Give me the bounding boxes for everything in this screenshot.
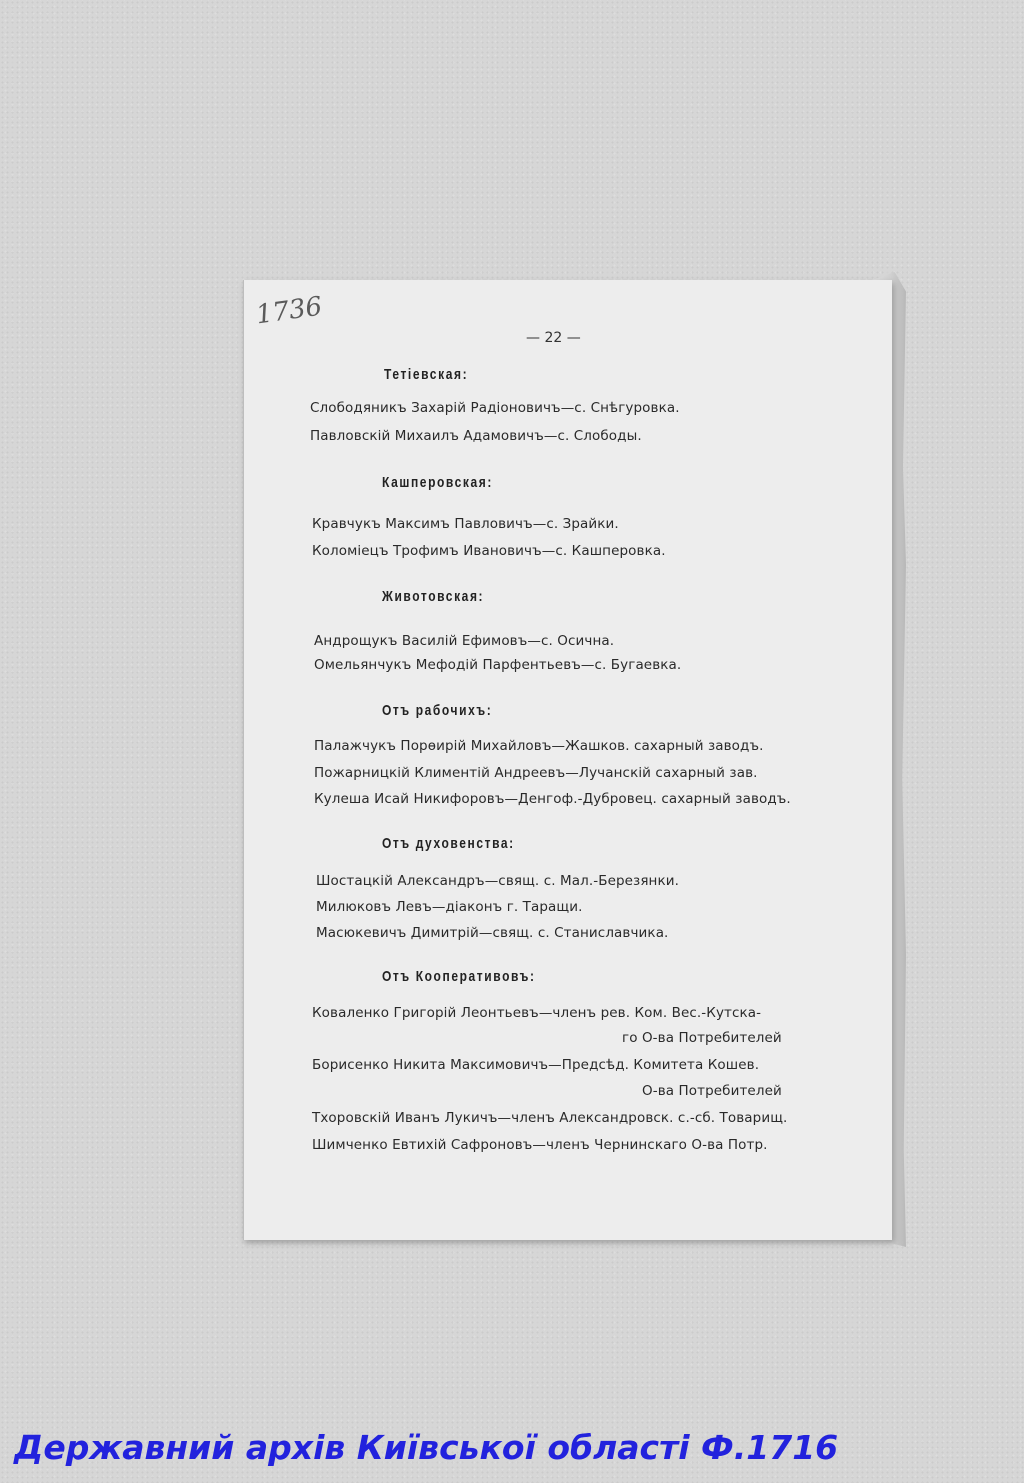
section-title-ot-rabochikh: Отъ рабочихъ: (382, 702, 493, 719)
entry-line: Тхоровскій Иванъ Лукичъ—членъ Александровск. с.-сб. Товарищ. (312, 1110, 788, 1126)
entry-line: Шимченко Евтихій Сафроновъ—членъ Чернинскаго О-ва Потр. (312, 1137, 768, 1153)
entry-line: Палажчукъ Порѳирій Михайловъ—Жашков. сахарный заводъ. (314, 738, 764, 754)
section-title-ot-dukhovenstva: Отъ духовенства: (382, 835, 515, 852)
entry-line: Пожарницкій Климентій Андреевъ—Лучанскій сахарный зав. (314, 765, 758, 781)
entry-line: Масюкевичъ Димитрій—свящ. с. Станиславчика. (316, 925, 669, 941)
entry-line: Слободяникъ Захарій Радіоновичъ—с. Снѣгуровка. (310, 400, 680, 416)
entry-line: Коломіецъ Трофимъ Ивановичъ—с. Кашперовка. (312, 543, 666, 559)
entry-line: Шостацкій Александръ—свящ. с. Мал.-Березянки. (316, 873, 680, 889)
entry-line: Кулеша Исай Никифоровъ—Денгоф.-Дубровец. сахарный заводъ. (314, 791, 791, 807)
entry-line: Павловскій Михаилъ Адамовичъ—с. Слободы. (310, 428, 642, 444)
section-title-ot-kooperativov: Отъ Кооперативовъ: (382, 968, 536, 985)
entry-line: Андрощукъ Василій Ефимовъ—с. Осична. (314, 633, 615, 649)
entry-line: Кравчукъ Максимъ Павловичъ—с. Зрайки. (312, 516, 619, 532)
entry-line: Милюковъ Левъ—діаконъ г. Таращи. (316, 899, 583, 915)
handwritten-note: 1736 (254, 291, 324, 331)
entry-line: Коваленко Григорій Леонтьевъ—членъ рев. Ком. Вес.-Кутска- (312, 1005, 762, 1021)
entry-line: го О-ва Потребителей (622, 1030, 782, 1046)
section-title-kashperovskaya: Кашперовская: (382, 474, 493, 491)
section-title-zhivotovskaya: Животовская: (382, 588, 485, 605)
entry-line: Омельянчукъ Мефодій Парфентьевъ—с. Бугаевка. (314, 657, 682, 673)
document-page (243, 280, 892, 1240)
section-title-tetievskaya: Тетіевская: (384, 366, 469, 383)
entry-line: О-ва Потребителей (642, 1083, 782, 1099)
page-number: — 22 — (526, 330, 581, 346)
entry-line: Борисенко Никита Максимовичъ—Предсѣд. Комитета Кошев. (312, 1057, 760, 1073)
archive-watermark: Державний архів Київської області Ф.1716 (14, 1428, 839, 1467)
